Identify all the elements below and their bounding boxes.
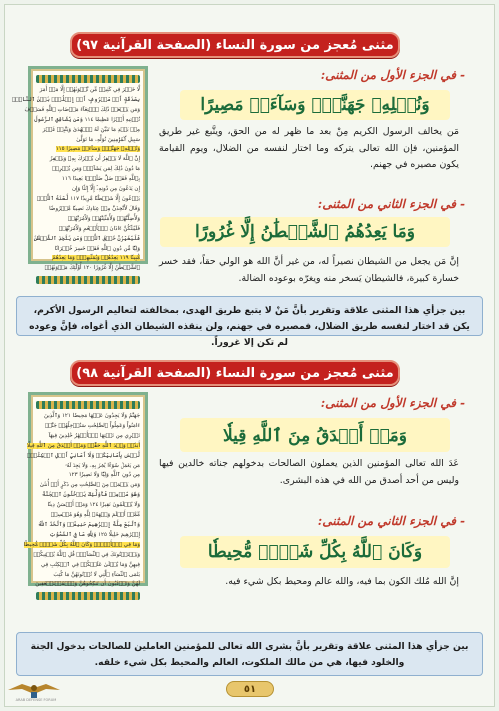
quran-line: ءَامَنُواْ وَعَمِلُواْ ٱلصَّٰلِحَٰتِ سَنُدۡخِلُهُمۡ جَنَّٰتٖ [45, 422, 140, 429]
quran-line: تَجۡرِي مِن تَحۡتِهَا ٱلۡأَنۡهَٰرُ خَٰلِدِينَ فِيهَآ [48, 432, 140, 439]
quran-line: ٱلشَّيۡطَٰنُ إِلَّا غُرُورًا ١٢٠ أُوْلَٰٓئِكَ مَأۡوَىٰهُمۡ [44, 265, 140, 272]
quran-line: أَبَدٗاۖ وَعۡدَ ٱللَّهِ حَقّٗاۚ وَمَنۡ أَصۡدَقُ مِنَ ٱللَّهِ قِيلٗا [27, 442, 140, 449]
eagle-logo-icon [4, 678, 64, 700]
quran-line: وَلَأُضِلَّنَّهُمۡ وَلَأُمَنِّيَنَّهُمۡ وَلَأٓمُرَنَّهُمۡ [68, 215, 140, 222]
quran-line: لَّا خَيۡرَ فِي كَثِيرٖ مِّن نَّجۡوَىٰهُمۡ إِلَّا مَنۡ أَمَرَ [39, 87, 140, 93]
quran-page-ornament [36, 592, 140, 600]
section2-part2-label: - في الجزء الثاني من المثنى: [318, 514, 465, 528]
section2-title: مثنى مُعجز من سورة النساء (الصفحة القرآنية ٩٨) [70, 360, 400, 386]
section2-part2-text: إنَّ الله مُلك الكون بما فيه، والله عالم ومحيط بكل شيء فيه. [225, 576, 459, 587]
forum-watermark [4, 678, 64, 708]
quran-line: وَيَسۡتَفۡتُونَكَ فِي ٱلنِّسَآءِۖ قُلِ ٱللَّهُ يُفۡتِيكُمۡ [33, 551, 140, 558]
quran-line: لَهُنَّ وَتَرۡغَبُونَ أَن تَنكِحُوهُنَّ وَٱلۡمُسۡتَضۡعَفِينَ [35, 581, 140, 588]
section1-part1-verse: وَنُصۡلِهِۦ جَهَنَّمَۖ وَسَآءَتۡ مَصِيرًا [180, 90, 450, 120]
quran-line: سَبِيلِ ٱلۡمُؤۡمِنِينَ نُوَلِّهِۦ مَا تَوَلَّىٰ [76, 136, 140, 143]
quran-line: مِنۢ بَعۡدِ مَا تَبَيَّنَ لَهُ ٱلۡهُدَىٰ وَيَتَّبِعۡ غَيۡرَ [42, 126, 140, 133]
quran-line: وَهُوَ مُؤۡمِنٞ فَأُوْلَٰٓئِكَ يَدۡخُلُونَ ٱلۡجَنَّةَ [42, 492, 140, 499]
quran-line: إِنَّ ٱللَّهَ لَا يَغۡفِرُ أَن يُشۡرَكَ بِهِۦ وَيَغۡفِرُ [49, 156, 140, 163]
section2-part2-verse: وَكَانَ ٱللَّهُ بِكُلِّ شَيۡءٖ مُّحِيطٗا [180, 536, 450, 568]
quran-line: إِن يَدۡعُونَ مِن دُونِهِۦٓ إِلَّآ إِنَٰثٗا وَإِن [71, 186, 140, 193]
quran-line: وَلِيّٗا مِّن دُونِ ٱللَّهِ فَقَدۡ خَسِرَ خُسۡرَانٗا [54, 245, 140, 252]
section1-title: مثنى مُعجز من سورة النساء (الصفحة القرآنية ٩٧) [70, 32, 400, 58]
quran-line: بِصَدَقَةٍ أَوۡ مَعۡرُوفٍ أَوۡ إِصۡلَٰحِۭ بَيۡنَ ٱلنَّاسِۚ [12, 96, 140, 103]
quran-line: بِٱللَّهِ فَقَدۡ ضَلَّ ضَلَٰلَۢا بَعِيدًا ١١٦ [61, 176, 140, 183]
section2-part1-verse: وَمَنۡ أَصۡدَقُ مِنَ ٱللَّهِ قِيلٗا [180, 418, 450, 452]
quran-line: إِبۡرَٰهِيمَ خَلِيلٗا ١٢٥ وَلِلَّهِ مَا فِي ٱلسَّمَٰوَٰتِ [49, 531, 140, 538]
section1-part1-text: مَن يخالف الرسول الكريم مِنْ بعد ما ظهر له من الحق، ويتَّبع غير طريق المؤمنين، فإن الله تعالى يتركه وما اختار لنفسه من الضلال، ويوم القيامة يكون مصيره في جهنم. [159, 126, 459, 170]
quran-line: وَنُصۡلِهِۦ جَهَنَّمَۖ وَسَآءَتۡ مَصِيرًا ١١٥ [55, 146, 140, 153]
quran-line: فِيهِنَّ وَمَا يُتۡلَىٰ عَلَيۡكُمۡ فِي ٱلۡكِتَٰبِ فِي [40, 561, 140, 568]
quran-page-ornament [36, 276, 140, 284]
quran-line: وَلَا يُظۡلَمُونَ نَقِيرٗا ١٢٤ وَمَنۡ أَحۡسَنُ دِينٗا [47, 502, 140, 509]
quran-line: جَهَنَّمُ وَلَا يَجِدُونَ عَنۡهَا مَحِيصٗا ١٢١ وَٱلَّذِينَ [44, 413, 140, 419]
section1-part1-label: - في الجزء الأول من المثنى: [321, 68, 465, 82]
section2-summary: بين جزأي هذا المثنى علاقة وتقرير بأنَّ بشرى الله تعالى للمؤمنين العاملين للصالحات بدخول الجنة والخلود فيها، هي من مالك الملكوت، العالم والمحيط بكل شيء خلقه. [16, 632, 483, 676]
section2-part1-text: عَدَ الله تعالى المؤمنين الذين يعملون الصالحات بدخولهم جناته خالدين فيها وليس من أحد أصدق من الله في هذه البشرى. [159, 458, 459, 486]
quran-line: يَدۡعُونَ إِلَّا شَيۡطَٰنٗا مَّرِيدٗا ١١٧ لَّعَنَهُ ٱللَّهُۘ [37, 195, 140, 202]
quran-line: يَتَٰمَى ٱلنِّسَآءِ ٱلَّٰتِي لَا تُؤۡتُونَهُنَّ مَا كُتِبَ [53, 571, 140, 578]
quran-page-lines [12, 86, 140, 274]
quran-line: نُؤۡتِيهِ أَجۡرًا عَظِيمٗا ١١٤ وَمَن يُشَاقِقِ ٱلرَّسُولَ [34, 116, 140, 123]
quran-page-98 [23, 392, 148, 588]
quran-line: وَقَالَ لَأَتَّخِذَنَّ مِنۡ عِبَادِكَ نَصِيبٗا مَّفۡرُوضٗا [49, 205, 140, 212]
watermark-text: ARAB DEFENSE FORUM [15, 698, 57, 702]
quran-line: وَمَن يَفۡعَلۡ ذَٰلِكَ ٱبۡتِغَآءَ مَرۡضَاتِ ٱللَّهِ فَسَوۡفَ [24, 106, 140, 113]
section1-part2-label: - في الجزء الثاني من المثنى: [318, 197, 465, 211]
quran-line: وَٱتَّبَعَ مِلَّةَ إِبۡرَٰهِيمَ حَنِيفٗاۗ وَٱتَّخَذَ ٱللَّهُ [37, 521, 140, 528]
quran-line: مِن دُونِ ٱللَّهِ وَلِيّٗا وَلَا نَصِيرٗا ١٢٣ [68, 472, 140, 479]
page-number: ٥١ [226, 681, 274, 697]
section1-summary: بين جزأي هذا المثنى علاقة وتقرير بأنَّ مَنْ لا يتبع طريق الهدى، بمخالفته لتعاليم الرسول الأكرم، يكن قد اختار لنفسه طريق الضلال، فمصيره في جهنم، ولن ينقذه الشيطان الذي أغواه، فإنَّ وعوده لم تكن إلا غروراً. [16, 296, 483, 336]
quran-page-97 [12, 66, 148, 272]
quran-page-ornament [36, 75, 140, 83]
quran-line: مَا دُونَ ذَٰلِكَ لِمَن يَشَآءُۚ وَمَن يُشۡرِكۡ [52, 166, 140, 173]
quran-line: مَن يَعۡمَلۡ سُوٓءٗا يُجۡزَ بِهِۦ وَلَا يَجِدۡ لَهُۥ [65, 462, 140, 469]
section2-part1-label: - في الجزء الأول من المثنى: [321, 396, 465, 410]
quran-line: فَلَيُغَيِّرُنَّ خَلۡقَ ٱللَّهِۚ وَمَن يَتَّخِذِ ٱلشَّيۡطَٰنَ [33, 235, 140, 242]
section1-part2-text: إنَّ مَن يجعل من الشيطان نصيراً له، من غير أنَّ الله هو الولي حقاً، فقد خسر خسارة كبيرة، فالشيطان يَسخر منه ويغرّه بوعوده الضالة. [159, 256, 459, 284]
section1-part2-verse: وَمَا يَعِدُهُمُ ٱلشَّيۡطَٰنُ إِلَّا غُرُورًا [160, 217, 450, 247]
quran-line: وَمَا فِي ٱلۡأَرۡضِۚ وَكَانَ ٱللَّهُ بِكُلِّ شَيۡءٖ مُّحِيطٗا [23, 541, 140, 548]
quran-page-ornament [36, 401, 140, 409]
quran-line: لَّيۡسَ بِأَمَانِيِّكُمۡ وَلَآ أَمَانِيِّ أَهۡلِ ٱلۡكِتَٰبِۗ [27, 452, 140, 459]
quran-line: مُّبِينٗا ١١٩ يَعِدُهُمۡ وَيُمَنِّيهِمۡۖ وَمَا يَعِدُهُمُ [52, 255, 140, 262]
quran-page-lines [23, 412, 140, 590]
quran-line: مِّمَّنۡ أَسۡلَمَ وَجۡهَهُۥ لِلَّهِ وَهُوَ مُحۡسِنٞ [50, 512, 140, 519]
quran-line: وَمَن يَعۡمَلۡ مِنَ ٱلصَّٰلِحَٰتِ مِن ذَكَرٍ أَوۡ أُنثَىٰ [39, 482, 140, 489]
quran-line: فَلَيُبَتِّكُنَّ ءَاذَانَ ٱلۡأَنۡعَٰمِ وَلَأٓمُرَنَّهُمۡ [59, 225, 140, 232]
